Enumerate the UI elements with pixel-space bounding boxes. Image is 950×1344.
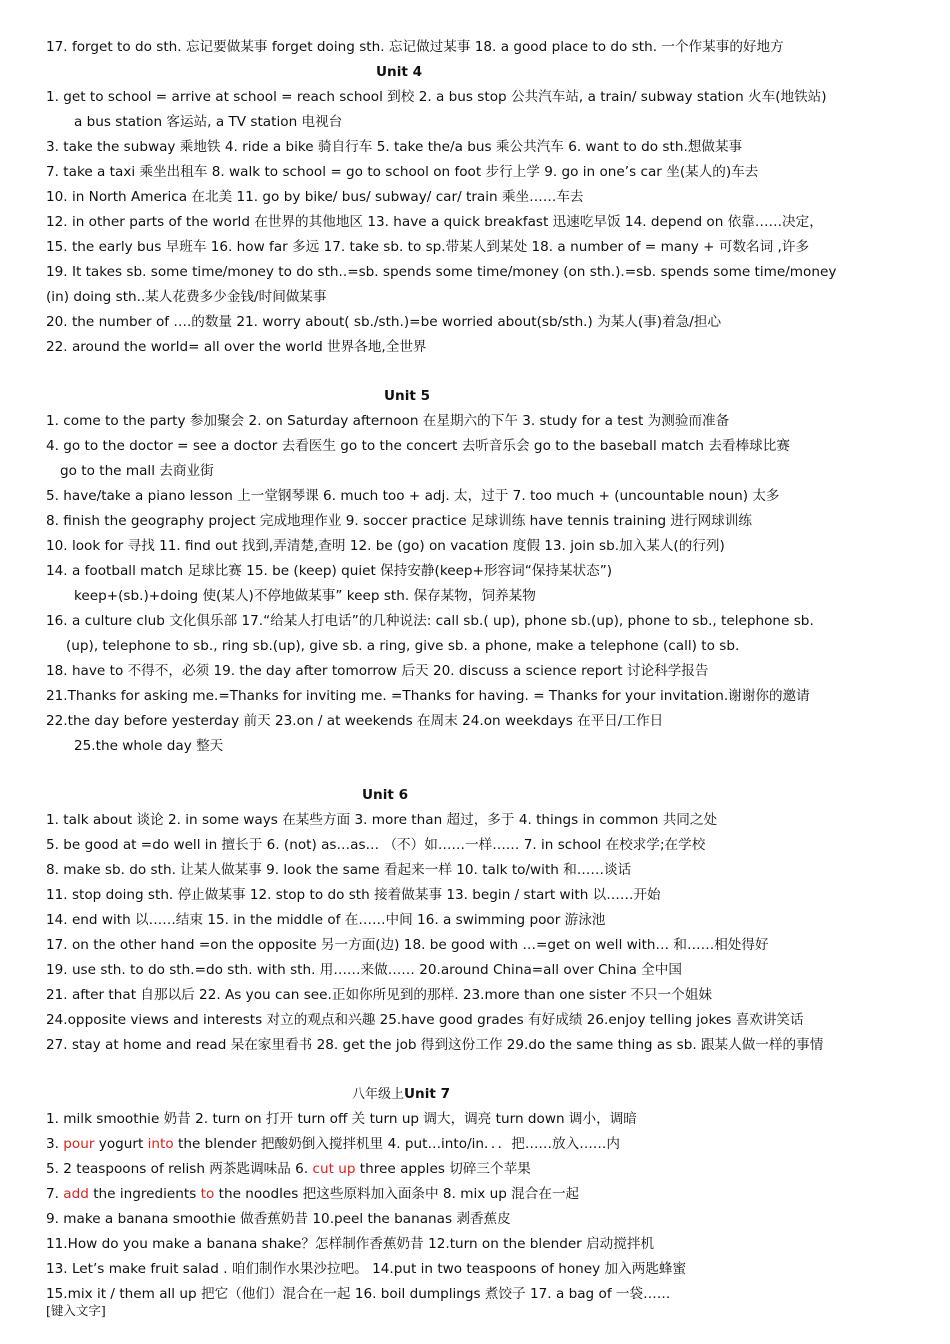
unit-4-heading: Unit 4 — [376, 64, 423, 80]
text-line — [46, 1184, 579, 1204]
text-line: 11. stop doing sth. 停止做某事 12. stop to do sth 接着做某事 13. begin / start with 以……开始 — [46, 887, 661, 903]
text-segment: the blender 把酸奶倒入搅拌机里 4. put…into/in．．．把……放入……内 — [173, 1136, 620, 1152]
unit-7-label: Unit 7 — [404, 1086, 451, 1102]
highlight-word: into — [147, 1136, 174, 1152]
text-line: 16. a culture club 文化俱乐部 17.“给某人打电话”的几种说法: call sb.( up), phone sb.(up), phone to sb., telephone sb. — [46, 613, 814, 629]
text-line: 4. go to the doctor = see a doctor 去看医生 go to the concert 去听音乐会 go to the baseball match 去看棒球比赛 — [46, 438, 790, 454]
text-line: 3. take the subway 乘地铁 4. ride a bike 骑自行车 5. take the/a bus 乘公共汽车 6. want to do sth.想做某事 — [46, 139, 743, 155]
text-line: keep+(sb.)+doing 使(某人)不停地做某事” keep sth. 保存某物，饲养某物 — [74, 588, 536, 604]
text-line: 25.the whole day 整天 — [74, 738, 224, 754]
text-line — [46, 1134, 620, 1154]
text-line: 18. have to 不得不，必须 19. the day after tomorrow 后天 20. discuss a science report 讨论科学报告 — [46, 663, 709, 679]
text-line: 22.the day before yesterday 前天 23.on / at weekends 在周末 24.on weekdays 在平日/工作日 — [46, 713, 664, 729]
text-line: (in) doing sth..某人花费多少金钱/时间做某事 — [46, 289, 327, 305]
text-segment: 5. 2 teaspoons of relish 两茶匙调味品 6. — [46, 1161, 313, 1177]
text-line: 15.mix it / them all up 把它（他们）混合在一起 16. boil dumplings 煮饺子 17. a bag of 一袋…… — [46, 1286, 671, 1302]
text-segment: 3. — [46, 1136, 64, 1152]
text-line: 19. use sth. to do sth.=do sth. with sth. 用……来做…… 20.around China=all over China 全中国 — [46, 962, 682, 978]
text-line: 19. It takes sb. some time/money to do sth..=sb. spends some time/money (on sth.).=sb. spends some time/money — [46, 264, 837, 280]
highlight-word: cut up — [312, 1161, 356, 1177]
text-line: 27. stay at home and read 呆在家里看书 28. get the job 得到这份工作 29.do the same thing as sb. 跟某人做一样的事情 — [46, 1037, 824, 1053]
text-segment: the ingredients — [88, 1186, 201, 1202]
text-line: 10. in North America 在北美 11. go by bike/ bus/ subway/ car/ train 乘坐……车去 — [46, 189, 584, 205]
text-line: 5. be good at =do well in 擅长于 6. (not) as…as… （不）如……一样…… 7. in school 在校求学;在学校 — [46, 837, 706, 853]
text-line: 10. look for 寻找 11. find out 找到,弄清楚,查明 12. be (go) on vacation 度假 13. join sb.加入某人(的行列) — [46, 538, 725, 554]
unit-6-heading: Unit 6 — [362, 787, 409, 803]
text-line: a bus station 客运站, a TV station 电视台 — [74, 114, 343, 130]
text-segment: 7. — [46, 1186, 64, 1202]
text-line: 8. make sb. do sth. 让某人做某事 9. look the same 看起来一样 10. talk to/with 和……谈话 — [46, 862, 632, 878]
text-line: 20. the number of ….的数量 21. worry about( sb./sth.)=be worried about(sb/sth.) 为某人(事)着急/担心 — [46, 314, 722, 330]
grade-label: 八年级上 — [352, 1087, 405, 1102]
unit-7-heading — [352, 1084, 450, 1105]
highlight-word: to — [200, 1186, 215, 1202]
text-line: 1. come to the party 参加聚会 2. on Saturday afternoon 在星期六的下午 3. study for a test 为测验而准备 — [46, 413, 730, 429]
text-line: 7. take a taxi 乘坐出租车 8. walk to school = go to school on foot 步行上学 9. go in one’s car 坐(某人的)车去 — [46, 164, 759, 180]
text-line: 14. a football match 足球比赛 15. be (keep) quiet 保持安静(keep+形容词“保持某状态”) — [46, 563, 613, 579]
text-line: 1. talk about 谈论 2. in some ways 在某些方面 3. more than 超过，多于 4. things in common 共同之处 — [46, 812, 718, 828]
text-line: go to the mall 去商业街 — [60, 463, 214, 479]
text-line: 5. have/take a piano lesson 上一堂钢琴课 6. much too + adj. 太，过于 7. too much + (uncountable noun) 太多 — [46, 488, 780, 504]
text-line: 15. the early bus 早班车 16. how far 多远 17. take sb. to sp.带某人到某处 18. a number of = many + 可数名词 ,许多 — [46, 239, 810, 255]
text-line: 1. milk smoothie 奶昔 2. turn on 打开 turn off 关 turn up 调大，调亮 turn down 调小，调暗 — [46, 1111, 637, 1127]
text-line: 11.How do you make a banana shake？怎样制作香蕉奶昔 12.turn on the blender 启动搅拌机 — [46, 1236, 655, 1252]
text-line: 9. make a banana smoothie 做香蕉奶昔 10.peel the bananas 剥香蕉皮 — [46, 1211, 511, 1227]
text-line: 21.Thanks for asking me.=Thanks for inviting me. =Thanks for having. = Thanks for your invitation.谢谢你的邀请 — [46, 688, 810, 704]
text-line: 8. finish the geography project 完成地理作业 9. soccer practice 足球训练 have tennis training 进行网球训练 — [46, 513, 752, 529]
text-line: 21. after that 自那以后 22. As you can see.正如你所见到的那样. 23.more than one sister 不只一个姐妹 — [46, 987, 712, 1003]
text-line: (up), telephone to sb., ring sb.(up), give sb. a ring, give sb. a phone, make a telephone (call) to sb. — [66, 638, 740, 654]
text-line: 24.opposite views and interests 对立的观点和兴趣 25.have good grades 有好成绩 26.enjoy telling jokes 喜欢讲笑话 — [46, 1012, 804, 1028]
text-line: 22. around the world= all over the world 世界各地,全世界 — [46, 339, 427, 355]
text-line: 14. end with 以……结束 15. in the middle of 在……中间 16. a swimming poor 游泳池 — [46, 912, 606, 928]
highlight-word: pour — [63, 1136, 95, 1152]
text-segment: three apples 切碎三个苹果 — [355, 1161, 531, 1177]
text-line: 17. on the other hand =on the opposite 另一方面(边) 18. be good with …=get on well with… 和……相处得好 — [46, 937, 769, 953]
text-line: 13. Let’s make fruit salad . 咱们制作水果沙拉吧。 14.put in two teaspoons of honey 加入两匙蜂蜜 — [46, 1261, 687, 1277]
footer-placeholder[interactable]: [键入文字] — [46, 1303, 106, 1318]
text-segment: the noodles 把这些原料加入面条中 8. mix up 混合在一起 — [214, 1186, 580, 1202]
text-line: 17. forget to do sth. 忘记要做某事 forget doing sth. 忘记做过某事 18. a good place to do sth. 一个作某事的好地方 — [46, 39, 784, 55]
text-segment: yogurt — [94, 1136, 148, 1152]
highlight-word: add — [63, 1186, 89, 1202]
text-line: 12. in other parts of the world 在世界的其他地区 13. have a quick breakfast 迅速吃早饭 14. depend on 依靠……决定， — [46, 214, 823, 230]
unit-5-heading: Unit 5 — [384, 388, 431, 404]
text-line: 1. get to school = arrive at school = reach school 到校 2. a bus stop 公共汽车站, a train/ subway station 火车(地铁站) — [46, 89, 827, 105]
text-line — [46, 1159, 531, 1179]
